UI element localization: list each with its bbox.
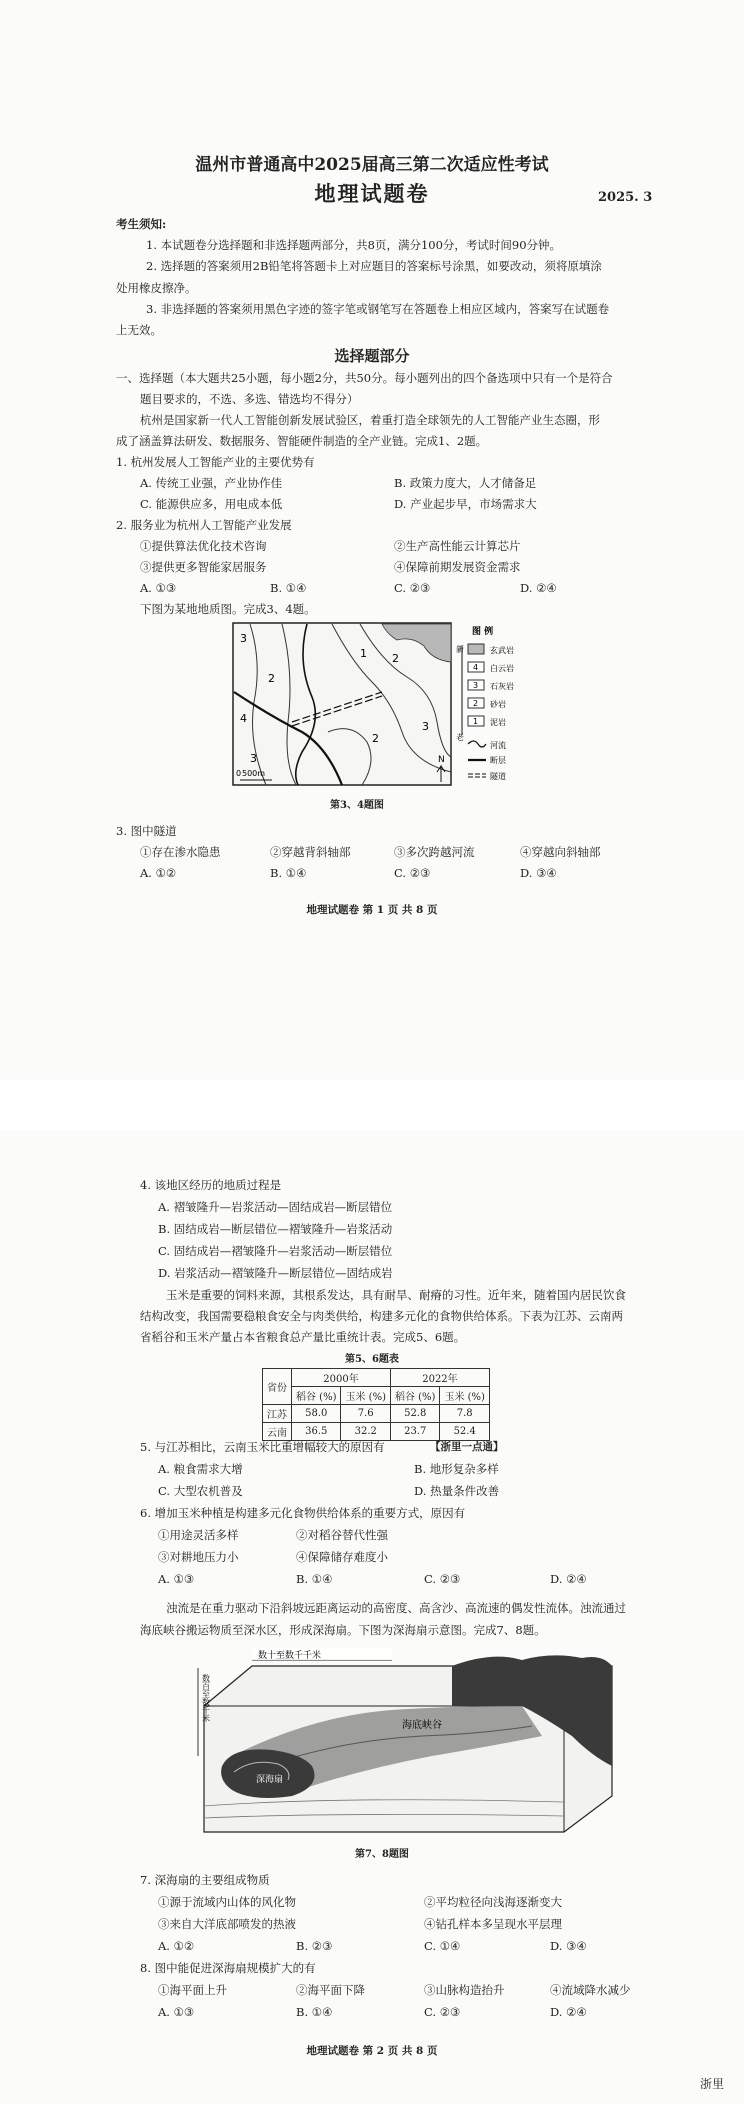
canyon-label: 海底峡谷 [402,1720,442,1731]
notice-item: 上无效。 [116,323,162,337]
legend-old: 老 [456,733,464,742]
q8-statement: ④流域降水减少 [550,1983,631,1997]
q2-statement: ③提供更多智能家居服务 [140,560,267,574]
q5-option-d[interactable]: D. 热量条件改善 [414,1484,500,1498]
q7-statement: ②平均粒径向浅海逐渐变大 [424,1895,562,1909]
q2-statement: ②生产高性能云计算芯片 [394,539,521,553]
passage-line: 海底峡谷搬运物质至深水区，形成深海扇。下图为深海扇示意图。完成7、8题。 [140,1623,546,1637]
question-1-stem: 1. 杭州发展人工智能产业的主要优势有 [116,455,315,469]
source-badge: 【浙里一点通】 [430,1441,504,1453]
question-2-stem: 2. 服务业为杭州人工智能产业发展 [116,518,292,532]
stratum-label: 2 [372,732,379,745]
map-intro: 下图为某地地质图。完成3、4题。 [140,602,316,616]
q6-statement: ③对耕地压力小 [158,1550,239,1564]
q6-option-c[interactable]: C. ②③ [424,1572,461,1586]
q1-option-d[interactable]: D. 产业起步早，市场需求大 [394,497,537,511]
q6-option-a[interactable]: A. ①③ [158,1572,195,1586]
q3-statement: ②穿越背斜轴部 [270,845,351,859]
table-caption: 第5、6题表 [345,1354,399,1365]
legend-num: 2 [473,699,479,708]
geomap-caption: 第3、4题图 [330,800,384,811]
exam-page-2 [0,1130,744,2104]
q4-option-a[interactable]: A. 褶皱隆升—岩浆活动—固结成岩—断层错位 [158,1200,393,1214]
notice-item: 1. 本试题卷分选择题和非选择题两部分，共8页，满分100分，考试时间90分钟。 [146,238,562,252]
table-cell: 36.5 [292,1423,341,1441]
legend-label: 河流 [490,741,506,750]
passage-line: 成了涵盖算法研发、数据服务、智能硬件制造的全产业链。完成1、2题。 [116,434,488,448]
table-subheader: 玉米 (%) [440,1387,489,1405]
table-header-province: 省份 [263,1369,292,1405]
question-6-stem: 6. 增加玉米种植是构建多元化食物供给体系的重要方式，原因有 [140,1506,466,1520]
legend-label: 石灰岩 [490,682,514,691]
q6-option-d[interactable]: D. ②④ [550,1572,587,1586]
question-5-stem: 5. 与江苏相比，云南玉米比重增幅较大的原因有 [140,1440,385,1454]
q8-statement: ②海平面下降 [296,1983,365,1997]
table-subheader: 稻谷 (%) [292,1387,341,1405]
passage-line: 结构改变，我国需要稳粮食安全与肉类供给，构建多元化的食物供给体系。下表为江苏、云南两 [140,1309,623,1323]
fan-label: 深海扇 [256,1775,284,1785]
q8-option-c[interactable]: C. ②③ [424,2005,461,2019]
stratum-label: 3 [250,752,257,765]
legend-label: 玄武岩 [490,646,514,655]
q2-statement: ①提供算法优化技术咨询 [140,539,267,553]
page-footer: 地理试题卷 第 1 页 共 8 页 [306,904,438,916]
q7-option-a[interactable]: A. ①② [158,1939,195,1953]
legend-label: 白云岩 [490,664,514,673]
deep-sea-fan-diagram [192,1646,622,1836]
table-header-2000: 2000年 [292,1369,391,1387]
page-footer: 地理试题卷 第 2 页 共 8 页 [306,2045,438,2057]
section-title: 选择题部分 [334,347,410,365]
stratum-label: 1 [360,647,367,660]
q7-option-c[interactable]: C. ①④ [424,1939,461,1953]
question-4-stem: 4. 该地区经历的地质过程是 [140,1178,282,1192]
q6-statement: ①用途灵活多样 [158,1528,239,1542]
legend-label: 泥岩 [490,718,506,727]
legend-river-icon [468,741,486,747]
q1-option-c[interactable]: C. 能源供应多，用电成本低 [140,497,283,511]
q4-option-c[interactable]: C. 固结成岩—褶皱隆升—岩浆活动—断层错位 [158,1244,393,1258]
section-intro: 题目要求的，不选、多选、错选均不得分） [140,392,359,406]
width-label: 数十至数千千米 [258,1651,322,1661]
q7-option-d[interactable]: D. ③④ [550,1939,587,1953]
q2-statement: ④保障前期发展资金需求 [394,560,521,574]
subject-title: 地理试题卷 [314,181,430,206]
q7-statement: ①源于流域内山体的风化物 [158,1895,296,1909]
q6-option-b[interactable]: B. ①④ [296,1572,333,1586]
table-cell: 江苏 [263,1405,292,1423]
fan-caption: 第7、8题图 [355,1849,409,1860]
legend-label: 断层 [490,756,506,765]
notice-item: 处用橡皮擦净。 [116,281,197,295]
legend-swatch-basalt [468,644,484,654]
table-header-2022: 2022年 [390,1369,489,1387]
table-subheader: 稻谷 (%) [390,1387,439,1405]
q7-option-b[interactable]: B. ②③ [296,1939,333,1953]
q4-option-b[interactable]: B. 固结成岩—断层错位—褶皱隆升—岩浆活动 [158,1222,393,1236]
q3-option-a[interactable]: A. ①② [140,866,177,880]
stratum-label: 4 [240,712,247,725]
legend-new: 新 [456,645,464,654]
q2-option-a[interactable]: A. ①③ [140,581,177,595]
grain-table [262,1368,490,1441]
table-cell: 58.0 [292,1405,341,1423]
stratum-label: 2 [392,652,399,665]
q8-option-d[interactable]: D. ②④ [550,2005,587,2019]
exam-title: 温州市普通高中2025届高三第二次适应性考试 [195,155,549,175]
map-frame [233,623,451,785]
legend-title: 图 例 [472,627,494,637]
stratum-label: 2 [268,672,275,685]
table-cell: 云南 [263,1423,292,1441]
north-arrow-label: N [438,755,445,765]
q3-statement: ①存在渗水隐患 [140,845,221,859]
section-intro: 一、选择题（本大题共25小题，每小题2分，共50分。每小题列出的四个备选项中只有一个是符合 [116,371,613,385]
legend-entries [468,644,514,781]
q2-option-b[interactable]: B. ①④ [270,581,307,595]
q8-option-b[interactable]: B. ①④ [296,2005,333,2019]
legend-num: 1 [473,717,479,726]
q3-statement: ④穿越向斜轴部 [520,845,601,859]
legend-label: 隧道 [490,772,506,781]
q4-option-d[interactable]: D. 岩浆活动—褶皱隆升—断层错位—固结成岩 [158,1266,393,1280]
geological-map [232,622,532,790]
legend-num: 3 [473,681,479,690]
q2-option-c[interactable]: C. ②③ [394,581,431,595]
scale-zero: 0 [236,769,242,778]
table-cell: 52.8 [390,1405,439,1423]
stratum-label: 3 [240,632,247,645]
table-row [263,1405,490,1423]
legend-label: 砂岩 [490,700,506,709]
q3-option-c[interactable]: C. ②③ [394,866,431,880]
table-subheader: 玉米 (%) [341,1387,390,1405]
q2-option-d[interactable]: D. ②④ [520,581,557,595]
q3-option-d[interactable]: D. ③④ [520,866,557,880]
table-row [263,1423,490,1441]
passage-line: 浊流是在重力驱动下沿斜坡远距离运动的高密度、高含沙、高流速的偶发性流体。浊流通过 [166,1601,626,1615]
depth-label: 数百至数千米 [201,1674,211,1722]
table-cell: 23.7 [390,1423,439,1441]
corner-watermark: 浙里 [700,2077,725,2091]
passage-line: 玉米是重要的饲料来源，其根系发达，具有耐旱、耐瘠的习性。近年来，随着国内居民饮食 [166,1288,626,1302]
q8-statement: ①海平面上升 [158,1983,227,1997]
table-cell: 7.6 [341,1405,390,1423]
q5-option-b[interactable]: B. 地形复杂多样 [414,1462,499,1476]
table-cell: 32.2 [341,1423,390,1441]
q7-statement: ④钻孔样本多呈现水平层理 [424,1917,562,1931]
question-8-stem: 8. 图中能促进深海扇规模扩大的有 [140,1961,316,1975]
q1-option-b[interactable]: B. 政策力度大，人才储备足 [394,476,537,490]
q8-option-a[interactable]: A. ①③ [158,2005,195,2019]
q7-statement: ③来自大洋底部喷发的热液 [158,1917,296,1931]
q1-option-a[interactable]: A. 传统工业强，产业协作佳 [140,476,283,490]
q8-statement: ③山脉构造抬升 [424,1983,505,1997]
passage-line: 杭州是国家新一代人工智能创新发展试验区，着重打造全球领先的人工智能产业生态圈，形 [140,413,600,427]
scale-label: 500m [242,769,266,778]
notice-item: 3. 非选择题的答案须用黑色字迹的签字笔或钢笔写在答题卷上相应区域内，答案写在试题卷 [146,302,610,316]
q3-option-b[interactable]: B. ①④ [270,866,307,880]
q5-option-a[interactable]: A. 粮食需求大增 [158,1462,243,1476]
notice-heading: 考生须知: [116,217,167,231]
q3-statement: ③多次跨越河流 [394,845,475,859]
question-3-stem: 3. 图中隧道 [116,824,177,838]
q6-statement: ②对稻谷替代性强 [296,1528,388,1542]
table-cell: 7.8 [440,1405,489,1423]
passage-line: 省稻谷和玉米产量占本省粮食总产量比重统计表。完成5、6题。 [140,1330,466,1344]
legend-num: 4 [473,663,479,672]
notice-item: 2. 选择题的答案须用2B铅笔将答题卡上对应题目的答案标号涂黑，如要改动，须将原填涂 [146,259,602,273]
table-cell: 52.4 [440,1423,489,1441]
stratum-label: 3 [422,720,429,733]
question-7-stem: 7. 深海扇的主要组成物质 [140,1873,270,1887]
exam-date: 2025. 3 [598,190,653,205]
q5-option-c[interactable]: C. 大型农机普及 [158,1484,243,1498]
q6-statement: ④保障储存难度小 [296,1550,388,1564]
